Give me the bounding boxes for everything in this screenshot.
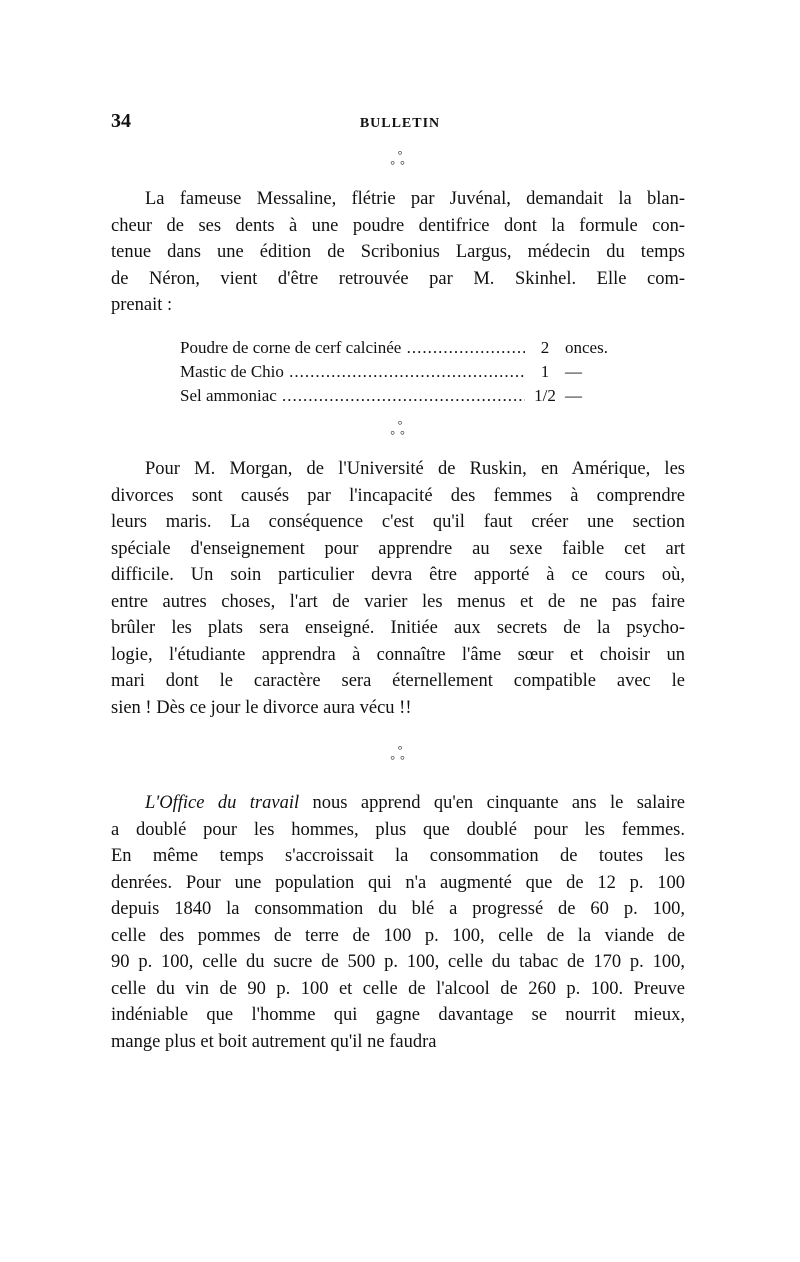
text-line: indéniable que l'homme qui gagne davantage se nourrit mieux,	[111, 1005, 685, 1025]
running-title: BULLETIN	[359, 116, 441, 131]
ingredient-quantity: 1	[540, 362, 550, 381]
text-line: brûler les plats sera enseigné. Initiée aux secrets de la psycho-	[111, 618, 685, 638]
text-line: celle des pommes de terre de 100 p. 100, celle de la viande de	[111, 925, 685, 946]
text-line: spéciale d'enseignement pour apprendre au sexe faible cet art	[111, 538, 685, 559]
ingredient-quantity: 1/2	[534, 386, 556, 405]
separator-dot: °	[397, 418, 403, 432]
text-line: En même temps s'accroissait la consommation de toutes les	[111, 846, 685, 866]
ingredient-name: Mastic de Chio .....	[180, 360, 525, 384]
italic-source-title: L'Office du travail	[145, 793, 300, 813]
ingredient-unit: —	[565, 362, 582, 381]
text-line: divorces sont causés par l'incapacité des femmes à comprendre	[111, 485, 685, 506]
section-separator-2	[0, 420, 800, 440]
recipe-row	[180, 384, 650, 408]
separator-dots: °°	[390, 428, 410, 442]
ingredient-name: Sel ammoniac .....	[180, 384, 525, 408]
ingredient-quantity: 2	[540, 338, 550, 357]
text-line: mange plus et boit autrement qu'il ne faudra	[111, 1031, 437, 1052]
separator-dots: °°	[390, 158, 410, 172]
separator-dots: °°	[390, 753, 410, 767]
text-line: sien ! Dès ce jour le divorce aura vécu !!	[111, 697, 412, 718]
ingredient-name: Poudre de corne de cerf calcinée .....	[180, 336, 525, 360]
recipe-list	[180, 336, 650, 408]
text-line: tenue dans une édition de Scribonius Largus, médecin du temps	[111, 242, 685, 262]
text-line: mari dont le caractère sera éternellement compatible avec le	[111, 671, 685, 691]
text-line: logie, l'étudiante apprendra à connaître l'âme sœur et choisir un	[111, 644, 685, 665]
ingredient-unit: onces.	[565, 338, 608, 357]
text-line: a doublé pour les hommes, plus que doublé pour les femmes.	[111, 819, 685, 840]
section-separator-1	[0, 150, 800, 170]
recipe-row	[180, 360, 650, 384]
recipe-row	[180, 336, 650, 360]
text-line: difficile. Un soin particulier devra être apporté à ce cours où,	[111, 565, 685, 585]
text-line: 90 p. 100, celle du sucre de 500 p. 100, celle du tabac de 170 p. 100,	[111, 952, 685, 972]
text-line: de Néron, vient d'être retrouvée par M. Skinhel. Elle com-	[111, 268, 685, 289]
separator-dot: °	[397, 743, 403, 757]
paragraph-morgan	[111, 456, 685, 721]
text-line: entre autres choses, l'art de varier les menus et de ne pas faire	[111, 591, 685, 612]
ingredient-unit: —	[565, 386, 582, 405]
text-fragment: nous apprend qu'en cinquante ans le salaire	[299, 793, 686, 813]
text-line: prenait :	[111, 295, 173, 315]
paragraph-messaline	[111, 186, 685, 319]
section-separator-3	[0, 745, 800, 765]
text-line: La fameuse Messaline, flétrie par Juvénal, demandait la blan-	[145, 189, 685, 209]
text-line: leurs maris. La conséquence c'est qu'il faut créer une section	[111, 512, 685, 532]
paragraph-office-travail	[111, 790, 685, 1055]
text-line: depuis 1840 la consommation du blé a progressé de 60 p. 100,	[111, 899, 685, 919]
text-line: Pour M. Morgan, de l'Université de Ruskin, en Amérique, les	[145, 459, 685, 479]
text-line: celle du vin de 90 p. 100 et celle de l'alcool de 260 p. 100. Preuve	[111, 978, 685, 999]
text-line: cheur de ses dents à une poudre dentifrice dont la formule con-	[111, 215, 685, 236]
text-line: denrées. Pour une population qui n'a augmenté que de 12 p. 100	[111, 872, 685, 893]
text-line	[111, 790, 685, 817]
separator-dot: °	[397, 148, 403, 162]
page-number: 34	[111, 110, 131, 132]
